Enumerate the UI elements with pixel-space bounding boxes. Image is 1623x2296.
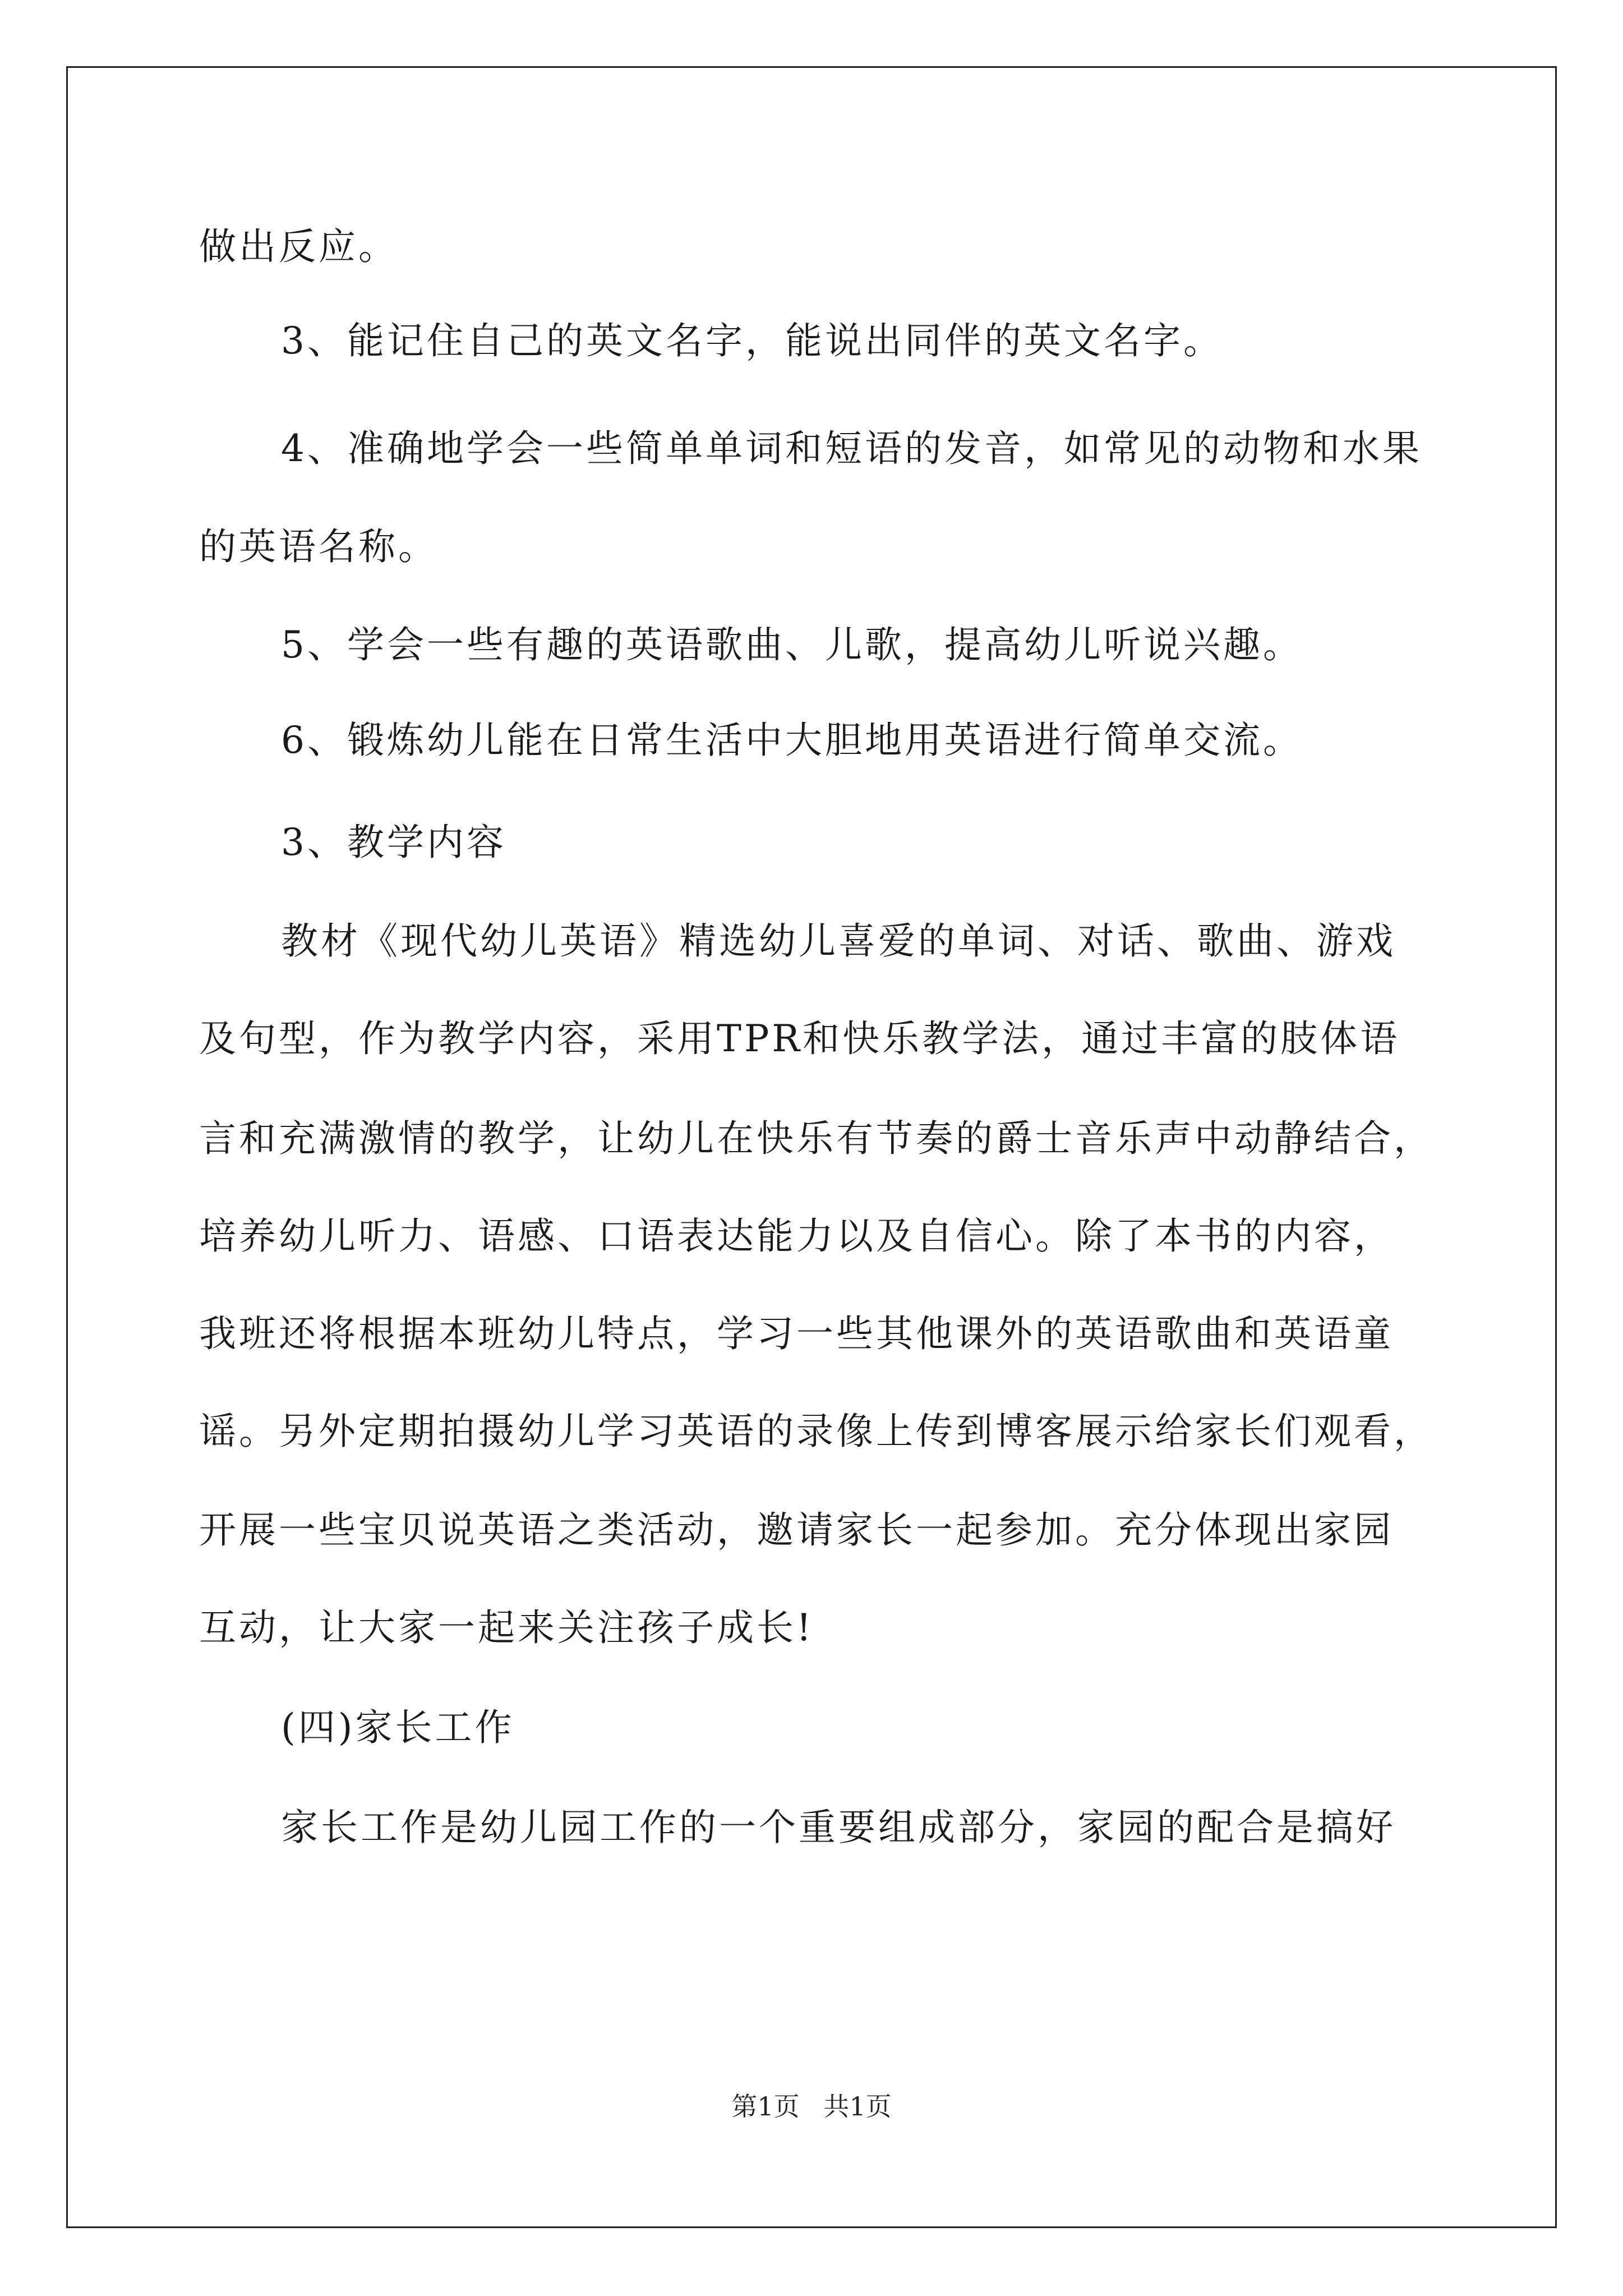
- text-line: 做出反应。: [199, 225, 398, 268]
- text-line: 开展一些宝贝说英语之类活动，邀请家长一起参加。充分体现出家园: [199, 1508, 1394, 1552]
- section-heading: 3、教学内容: [281, 821, 506, 864]
- text-line: 互动，让大家一起来关注孩子成长!: [199, 1606, 814, 1649]
- text-line: 6、锻炼幼儿能在日常生活中大胆地用英语进行简单交流。: [281, 719, 1303, 762]
- page-number: 第1页: [731, 2091, 800, 2122]
- text-line: 言和充满激情的教学，让幼儿在快乐有节奏的爵士音乐声中动静结合，: [199, 1117, 1433, 1160]
- text-line: 我班还将根据本班幼儿特点，学习一些其他课外的英语歌曲和英语童: [199, 1312, 1394, 1355]
- text-line: 谣。另外定期拍摄幼儿学习英语的录像上传到博客展示给家长们观看，: [199, 1410, 1433, 1453]
- text-line: 培养幼儿听力、语感、口语表达能力以及自信心。除了本书的内容，: [199, 1214, 1394, 1258]
- text-line: 及句型，作为教学内容，采用TPR和快乐教学法，通过丰富的肢体语: [199, 1017, 1400, 1060]
- text-line: 家长工作是幼儿园工作的一个重要组成部分，家园的配合是搞好: [281, 1806, 1396, 1849]
- page-footer: [0, 2090, 1623, 2123]
- section-heading: (四)家长工作: [281, 1706, 515, 1749]
- text-line: 教材《现代幼儿英语》精选幼儿喜爱的单词、对话、歌曲、游戏: [281, 919, 1396, 963]
- text-line: 4、准确地学会一些简单单词和短语的发音，如常见的动物和水果: [281, 427, 1422, 470]
- text-line: 的英语名称。: [199, 525, 438, 568]
- text-line: 5、学会一些有趣的英语歌曲、儿歌，提高幼儿听说兴趣。: [281, 623, 1303, 666]
- text-line: 3、能记住自己的英文名字，能说出同伴的英文名字。: [281, 319, 1223, 362]
- page-total: 共1页: [823, 2091, 892, 2122]
